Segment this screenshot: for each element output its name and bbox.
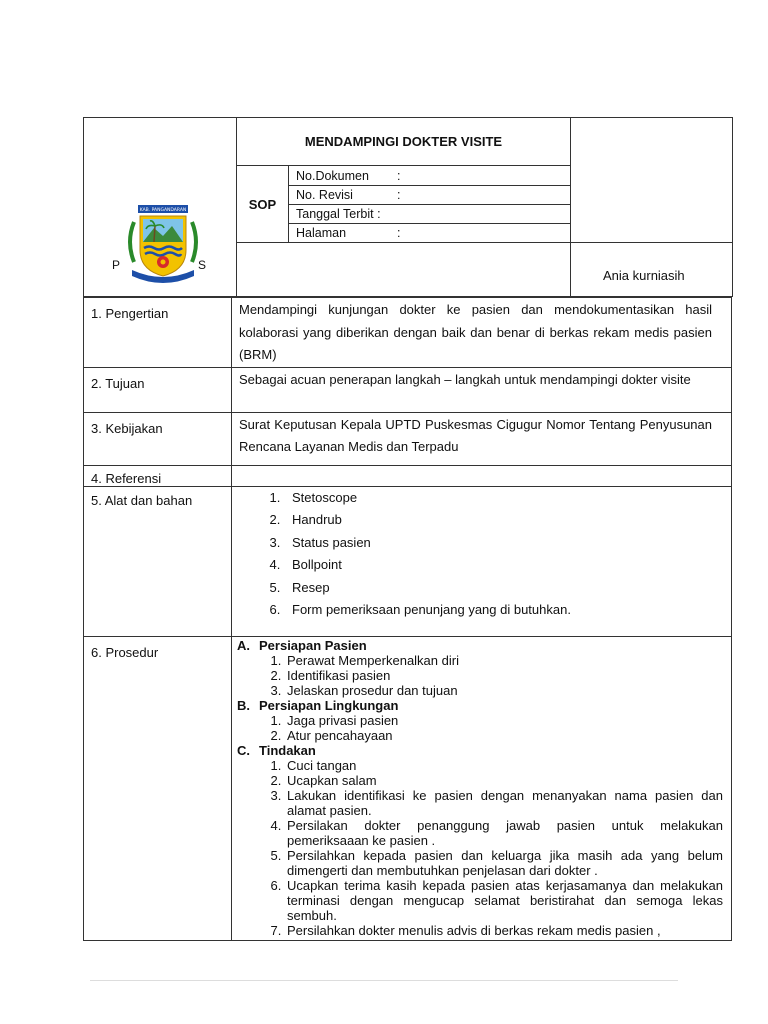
field-halaman [289, 224, 570, 242]
emblem-banner-text: KAB. PANGANDARAN [139, 208, 187, 213]
section-heading [237, 638, 723, 653]
list-item: 1. Stetoscope [284, 487, 731, 510]
sop-content-table [83, 297, 732, 941]
list-item: 1. Cuci tangan [285, 758, 723, 773]
field-label: No. Revisi [296, 187, 353, 202]
row-pengertian [84, 298, 732, 368]
list-item: 5. Resep [284, 577, 731, 600]
document-fields [289, 166, 571, 243]
equipment-list [232, 487, 731, 622]
section-letter: C. [237, 742, 250, 758]
document-title: MENDAMPINGI DOKTER VISITE [237, 118, 571, 166]
row-value: Surat Keputusan Kepala UPTD Puskesmas Cigugur Nomor Tentang Penyusunan Rencana Layanan Medis dan Terpadu [232, 412, 732, 465]
row-label: 3. Kebijakan [84, 412, 232, 465]
sop-header-table [83, 117, 733, 297]
field-tanggal-terbit [289, 205, 570, 224]
list-item: 7. Persilahkan dokter menulis advis di berkas rekam medis pasien , [285, 923, 723, 938]
row-tujuan [84, 367, 732, 412]
procedure-list [237, 653, 723, 698]
list-item: 3. Status pasien [284, 532, 731, 555]
logo-left-letter: P [112, 258, 121, 272]
list-item: 5. Persilahkan kepada pasien dan keluarga jika masih ada yang belum dimengerti dan membutuhkan penjelasan dari dokter . [285, 848, 723, 878]
list-item: 3. Lakukan identifikasi ke pasien dengan menanyakan nama pasien dan alamat pasien. [285, 788, 723, 818]
field-label: Halaman [296, 225, 347, 240]
list-item: 2. Ucapkan salam [285, 773, 723, 788]
header-right-blank-cell [571, 118, 733, 243]
section-heading [237, 743, 723, 758]
list-item: 6. Form pemeriksaan penunjang yang di butuhkan. [284, 599, 731, 622]
list-item: 2. Identifikasi pasien [285, 668, 723, 683]
row-label: 2. Tujuan [84, 367, 232, 412]
sop-label: SOP [237, 166, 289, 243]
field-colon: : [397, 225, 401, 240]
row-label: 5. Alat dan bahan [84, 486, 232, 636]
row-prosedur [84, 636, 732, 940]
row-referensi [84, 465, 732, 486]
row-value: Sebagai acuan penerapan langkah – langkah untuk mendampingi dokter visite [232, 367, 732, 412]
field-no-dokumen [289, 167, 570, 186]
procedure-list [237, 713, 723, 743]
row-label: 6. Prosedur [84, 636, 232, 940]
district-emblem-icon [124, 204, 202, 284]
procedure-list [237, 758, 723, 938]
list-item: 2. Atur pencahayaan [285, 728, 723, 743]
header-bottom-blank-cell [237, 243, 571, 297]
author-name: Ania kurniasih [571, 243, 733, 297]
section-letter: A. [237, 637, 250, 653]
field-label: No.Dokumen [296, 168, 369, 183]
list-item: 1. Jaga privasi pasien [285, 713, 723, 728]
list-item: 6. Ucapkan terima kasih kepada pasien atas kerjasamanya dan melakukan terminasi dengan mengucap selamat beristirahat dan semoga lekas sembuh. [285, 878, 723, 923]
row-value [232, 636, 732, 940]
row-alat-dan-bahan [84, 486, 732, 636]
section-title: Persiapan Pasien [259, 637, 367, 653]
section-heading [237, 698, 723, 713]
logo-right-letter: S [198, 258, 207, 272]
row-value [232, 486, 732, 636]
logo-cell [84, 118, 237, 297]
field-colon: : [397, 168, 401, 183]
row-value: Mendampingi kunjungan dokter ke pasien dan mendokumentasikan hasil kolaborasi yang diberikan dengan baik dan benar di berkas rekam medis pasien (BRM) [232, 298, 732, 368]
list-item: 3. Jelaskan prosedur dan tujuan [285, 683, 723, 698]
field-colon: : [397, 187, 401, 202]
section-letter: B. [237, 697, 250, 713]
list-item: 4. Persilakan dokter penanggung jawab pasien untuk melakukan pemeriksaaan ke pasien . [285, 818, 723, 848]
row-label: 1. Pengertian [84, 298, 232, 368]
row-label: 4. Referensi [84, 465, 232, 486]
section-title: Persiapan Lingkungan [259, 697, 399, 713]
list-item: 1. Perawat Memperkenalkan diri [285, 653, 723, 668]
field-label: Tanggal Terbit : [296, 206, 381, 221]
list-item: 4. Bollpoint [284, 554, 731, 577]
field-no-revisi [289, 186, 570, 205]
list-item: 2. Handrub [284, 509, 731, 532]
row-kebijakan [84, 412, 732, 465]
section-title: Tindakan [259, 742, 316, 758]
page-footer-divider [90, 980, 678, 981]
row-value [232, 465, 732, 486]
